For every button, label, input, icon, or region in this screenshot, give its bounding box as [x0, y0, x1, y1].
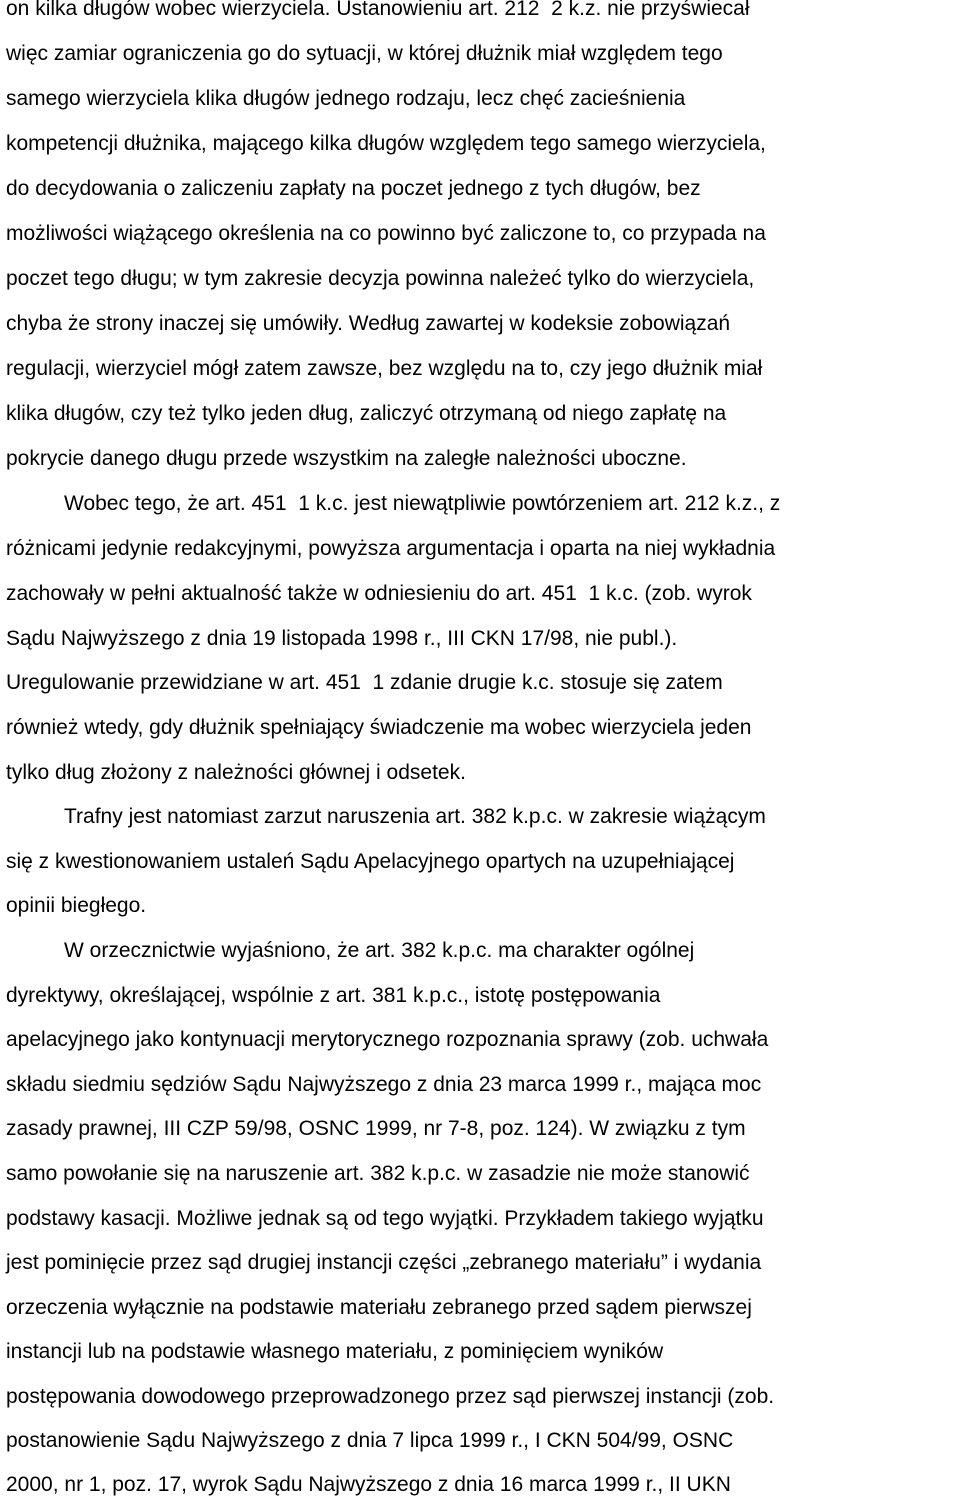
text-line: więc zamiar ograniczenia go do sytuacji, w której dłużnik miał względem tego [6, 42, 723, 65]
text-line: zasady prawnej, III CZP 59/98, OSNC 1999, nr 7-8, poz. 124). W związku z tym [6, 1117, 746, 1140]
text-line: pokrycie danego długu przede wszystkim na zaległe należności uboczne. [6, 447, 687, 470]
text-line: instancji lub na podstawie własnego materiału, z pominięciem wyników [6, 1340, 664, 1363]
text-line: do decydowania o zaliczeniu zapłaty na poczet jednego z tych długów, bez [6, 177, 701, 200]
text-line: jest pominięcie przez sąd drugiej instancji części „zebranego materiału” i wydania [6, 1251, 762, 1274]
text-line: samego wierzyciela klika długów jednego rodzaju, lecz chęć zacieśnienia [6, 87, 686, 110]
paragraph-first-line: Wobec tego, że art. 451 1 k.c. jest niewątpliwie powtórzeniem art. 212 k.z., z [64, 492, 781, 515]
text-line: Sądu Najwyższego z dnia 19 listopada 1998 r., III CKN 17/98, nie publ.). [6, 627, 678, 650]
text-line: samo powołanie się na naruszenie art. 382 k.p.c. w zasadzie nie może stanowić [6, 1162, 750, 1185]
text-line: on kilka długów wobec wierzyciela. Ustanowieniu art. 212 2 k.z. nie przyświecał [6, 0, 750, 20]
text-line: postanowienie Sądu Najwyższego z dnia 7 lipca 1999 r., I CKN 504/99, OSNC [6, 1429, 734, 1452]
paragraph-first-line: W orzecznictwie wyjaśniono, że art. 382 k.p.c. ma charakter ogólnej [64, 939, 695, 962]
text-line: chyba że strony inaczej się umówiły. Według zawartej w kodeksie zobowiązań [6, 312, 731, 335]
text-line: Uregulowanie przewidziane w art. 451 1 zdanie drugie k.c. stosuje się zatem [6, 671, 723, 694]
text-line: apelacyjnego jako kontynuacji merytorycznego rozpoznania sprawy (zob. uchwała [6, 1028, 769, 1051]
text-line: różnicami jedynie redakcyjnymi, powyższa argumentacja i oparta na niej wykładnia [6, 537, 776, 560]
text-line: poczet tego długu; w tym zakresie decyzja powinna należeć tylko do wierzyciela, [6, 267, 755, 290]
text-line: regulacji, wierzyciel mógł zatem zawsze, bez względu na to, czy jego dłużnik miał [6, 357, 763, 380]
text-line: postępowania dowodowego przeprowadzonego przez sąd pierwszej instancji (zob. [6, 1385, 775, 1408]
text-line: orzeczenia wyłącznie na podstawie materiału zebranego przed sądem pierwszej [6, 1296, 752, 1319]
text-line: opinii biegłego. [6, 894, 147, 917]
text-line: również wtedy, gdy dłużnik spełniający świadczenie ma wobec wierzyciela jeden [6, 716, 752, 739]
text-line: się z kwestionowaniem ustaleń Sądu Apelacyjnego opartych na uzupełniającej [6, 850, 735, 873]
text-line: zachowały w pełni aktualność także w odniesieniu do art. 451 1 k.c. (zob. wyrok [6, 582, 752, 605]
text-line: klika długów, czy też tylko jeden dług, zaliczyć otrzymaną od niego zapłatę na [6, 402, 727, 425]
paragraph-first-line: Trafny jest natomiast zarzut naruszenia art. 382 k.p.c. w zakresie wiążącym [64, 805, 766, 828]
text-line: składu siedmiu sędziów Sądu Najwyższego z dnia 23 marca 1999 r., mająca moc [6, 1073, 762, 1096]
text-line: 2000, nr 1, poz. 17, wyrok Sądu Najwyższego z dnia 16 marca 1999 r., II UKN [6, 1473, 731, 1496]
text-line: podstawy kasacji. Możliwe jednak są od tego wyjątki. Przykładem takiego wyjątku [6, 1207, 764, 1230]
text-line: kompetencji dłużnika, mającego kilka długów względem tego samego wierzyciela, [6, 132, 766, 155]
text-line: tylko dług złożony z należności głównej i odsetek. [6, 761, 466, 784]
text-line: możliwości wiążącego określenia na co powinno być zaliczone to, co przypada na [6, 222, 766, 245]
text-line: dyrektywy, określającej, wspólnie z art. 381 k.p.c., istotę postępowania [6, 984, 661, 1007]
